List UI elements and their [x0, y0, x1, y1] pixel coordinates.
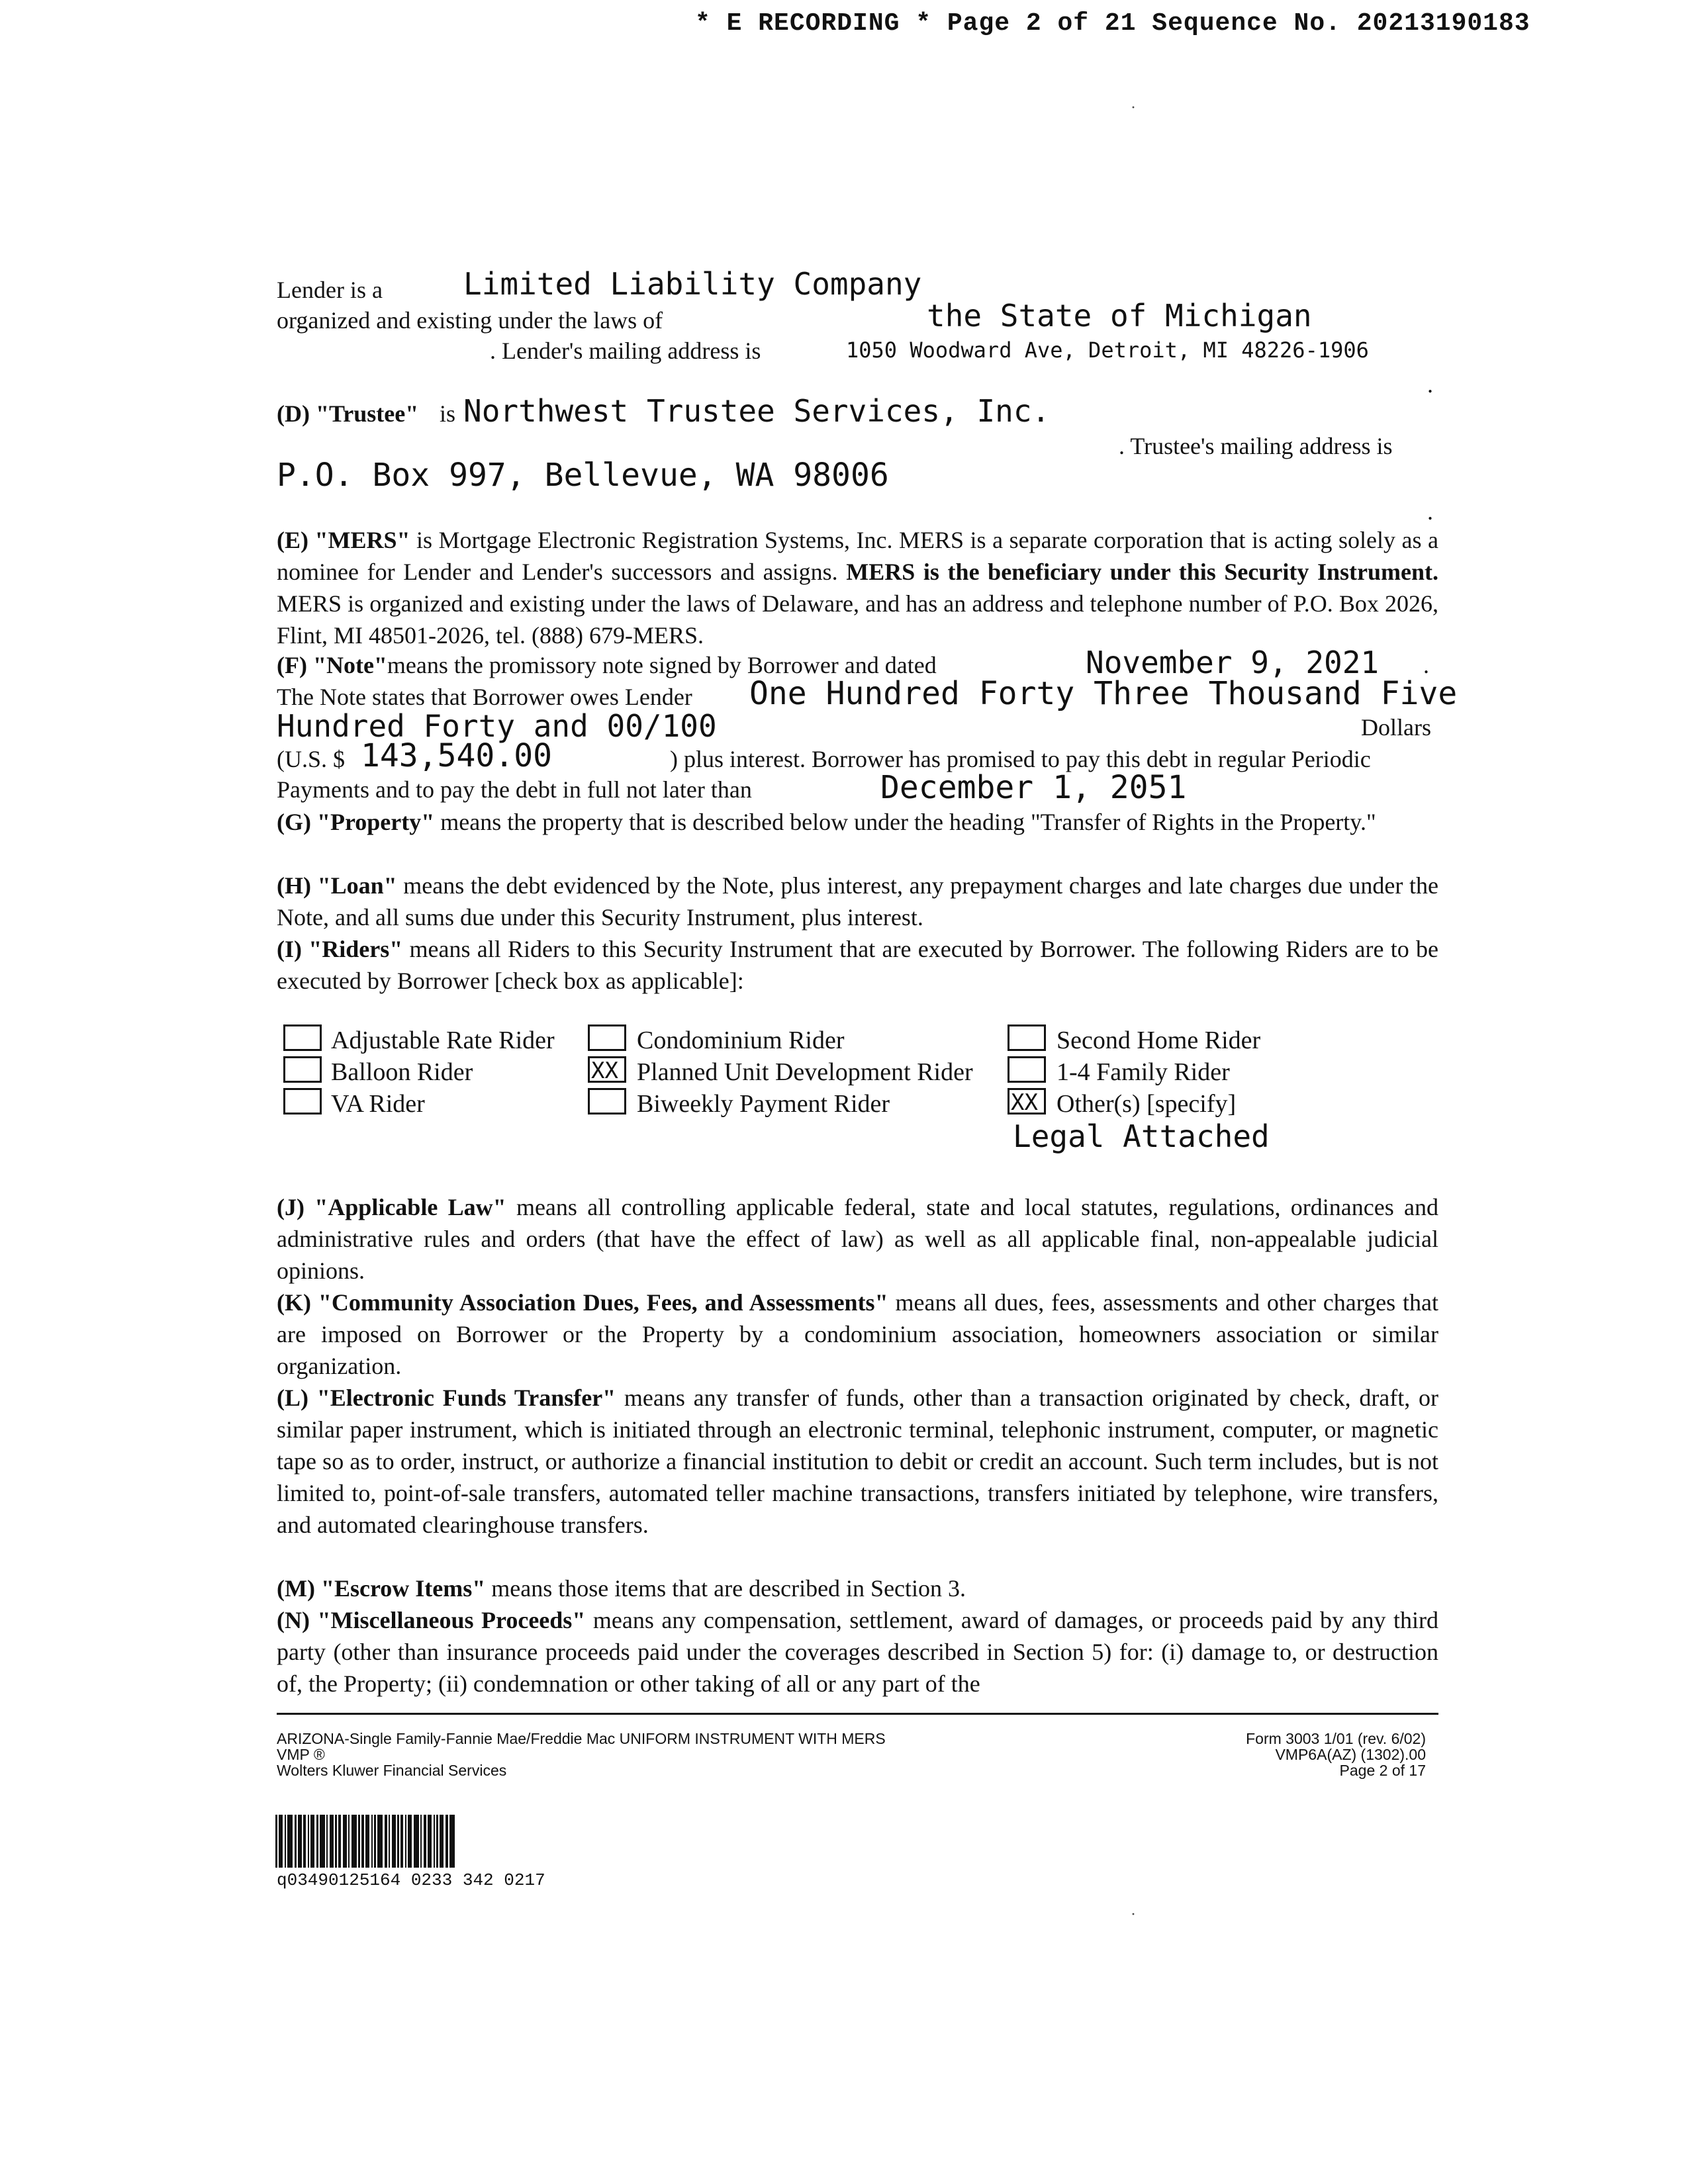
footer-vmp: VMP ®: [277, 1746, 325, 1763]
lender-state: the State of Michigan: [927, 298, 1312, 334]
footer-rule: [277, 1713, 1438, 1715]
barcode-bar: [338, 1815, 341, 1868]
barcode-bar: [420, 1815, 422, 1868]
barcode-bar: [335, 1815, 337, 1868]
lender-mailing-label: . Lender's mailing address is: [490, 338, 761, 364]
barcode-bar: [392, 1815, 396, 1868]
balloon-rider-checkbox[interactable]: [283, 1056, 322, 1083]
footer-form-title: ARIZONA-Single Family-Fannie Mae/Freddie Mac UNIFORM INSTRUMENT WITH MERS: [277, 1730, 886, 1747]
note-amount-words-1: One Hundred Forty Three Thousand Five: [749, 675, 1458, 712]
mers-text1: is Mortgage Electronic Registration Systems, Inc. MERS is a separate corporation that is acting solely as a nominee for Lender and Lender's successors and assigns.: [277, 527, 1438, 585]
eft-text: means any transfer of funds, other than a transaction originated by check, draft, or similar paper instrument, which is initiated through an electronic terminal, telephonic instrument, computer, or magnetic tape so as to order, instruct, or authorize a financial institution to debit or credit an account. Such term includes, but is not limited to, point-of-sale transfers, automated teller machine transactions, transfers initiated by telephone, wire transfers, and automated clearinghouse transfers.: [277, 1385, 1438, 1538]
other-rider-label: Other(s) [specify]: [1056, 1090, 1237, 1118]
period-mark: .: [1427, 371, 1433, 398]
other-rider-specify: Legal Attached: [1013, 1118, 1270, 1154]
mers-label: (E) "MERS": [277, 527, 410, 553]
footer-page-number: Page 2 of 17: [1339, 1762, 1426, 1779]
note-amount-words-2: Hundred Forty and 00/100: [277, 708, 717, 744]
biweekly-payment-rider-label: Biweekly Payment Rider: [637, 1090, 890, 1118]
footer-vmp-code: VMP6A(AZ) (1302).00: [1275, 1746, 1426, 1763]
property-paragraph: [277, 806, 1438, 838]
barcode-bar: [408, 1815, 412, 1868]
escrow-paragraph: [277, 1572, 1438, 1604]
lender-is-a-label: Lender is a: [277, 277, 383, 303]
barcode-bar: [361, 1815, 364, 1868]
lender-entity-type: Limited Liability Company: [463, 266, 922, 302]
trustee-is: is: [440, 400, 456, 427]
barcode-bar: [365, 1815, 369, 1868]
period-mark: .: [1423, 652, 1429, 678]
applicable-law-label: (J) "Applicable Law": [277, 1194, 506, 1220]
barcode-bar: [320, 1815, 325, 1868]
barcode-bar: [330, 1815, 334, 1868]
checkbox-mark: XX: [591, 1058, 618, 1084]
condominium-rider-checkbox[interactable]: [588, 1024, 626, 1051]
barcode-text: q03490125164 0233 342 0217: [277, 1870, 545, 1890]
barcode-bar: [397, 1815, 399, 1868]
second-home-rider-label: Second Home Rider: [1056, 1026, 1261, 1054]
note-text2: ) plus interest. Borrower has promised to pay this debt in regular Periodic: [670, 746, 1371, 772]
barcode-bar: [348, 1815, 350, 1868]
applicable-law-text: means all controlling applicable federal, state and local statutes, regulations, ordinances and administrative rules and orders (that have the effect of law) as well as all applicable final, non-appealable judicial opinions.: [277, 1194, 1438, 1284]
one-four-family-rider-checkbox[interactable]: [1008, 1056, 1046, 1083]
misc-paragraph: [277, 1604, 1438, 1700]
checkbox-mark: XX: [1011, 1089, 1038, 1116]
mers-paragraph: [277, 524, 1438, 651]
balloon-rider-label: Balloon Rider: [331, 1058, 473, 1086]
barcode-bar: [358, 1815, 360, 1868]
barcode-bar: [414, 1815, 419, 1868]
barcode-bar: [371, 1815, 373, 1868]
escrow-label: (M) "Escrow Items": [277, 1575, 486, 1602]
barcode-bar: [275, 1815, 277, 1868]
barcode-bar: [385, 1815, 387, 1868]
trustee-mailing-label: . Trustee's mailing address is: [1119, 433, 1393, 459]
barcode-bar: [303, 1815, 306, 1868]
property-label: (G) "Property": [277, 809, 435, 835]
trustee-name: Northwest Trustee Services, Inc.: [463, 393, 1051, 429]
va-rider-checkbox[interactable]: [283, 1088, 322, 1115]
barcode-bar: [310, 1815, 314, 1868]
pud-rider-checkbox[interactable]: [588, 1056, 626, 1083]
period-mark: .: [1427, 498, 1433, 525]
barcode-bar: [445, 1815, 448, 1868]
barcode-bar: [377, 1815, 383, 1868]
barcode: [275, 1815, 732, 1868]
loan-label: (H) "Loan": [277, 872, 397, 899]
note-us-label: (U.S. $: [277, 746, 346, 772]
loan-text: means the debt evidenced by the Note, plus interest, any prepayment charges and late charges due under the Note, and all sums due under this Security Instrument, plus interest.: [277, 872, 1439, 931]
community-paragraph: [277, 1287, 1438, 1382]
barcode-bar: [449, 1815, 455, 1868]
barcode-bar: [436, 1815, 438, 1868]
note-label: (F) "Note": [277, 652, 387, 678]
riders-text: means all Riders to this Security Instrument that are executed by Borrower. The following Riders are to be executed by Borrower [check box as applicable]:: [277, 936, 1438, 994]
biweekly-payment-rider-checkbox[interactable]: [588, 1088, 626, 1115]
mers-text2: MERS is organized and existing under the laws of Delaware, and has an address and telephone number of P.O. Box 2026, Flint, MI 48501-2026, tel. (888) 679-MERS.: [277, 590, 1438, 649]
trustee-label: (D) "Trustee": [277, 400, 419, 427]
va-rider-label: VA Rider: [331, 1090, 425, 1118]
barcode-bar: [316, 1815, 318, 1868]
riders-paragraph: [277, 933, 1438, 997]
pud-rider-label: Planned Unit Development Rider: [637, 1058, 973, 1086]
note-owes-label: The Note states that Borrower owes Lender: [277, 684, 692, 710]
lender-laws-label: organized and existing under the laws of: [277, 307, 663, 334]
scan-speck: ·: [1131, 1906, 1136, 1923]
eft-label: (L) "Electronic Funds Transfer": [277, 1385, 616, 1411]
lender-mailing-address: 1050 Woodward Ave, Detroit, MI 48226-1906: [846, 338, 1369, 363]
community-text: means all dues, fees, assessments and other charges that are imposed on Borrower or the Property by a condominium association, homeowners association or similar organization.: [277, 1289, 1438, 1379]
barcode-bar: [298, 1815, 302, 1868]
trustee-address: P.O. Box 997, Bellevue, WA 98006: [277, 457, 889, 494]
loan-paragraph: [277, 870, 1438, 933]
mers-bold-text: MERS is the beneficiary under this Security Instrument.: [846, 559, 1439, 585]
barcode-bar: [352, 1815, 357, 1868]
barcode-bar: [440, 1815, 444, 1868]
barcode-bar: [374, 1815, 376, 1868]
adjustable-rate-rider-label: Adjustable Rate Rider: [331, 1026, 555, 1054]
scan-speck: ·: [1131, 99, 1136, 116]
one-four-family-rider-label: 1-4 Family Rider: [1056, 1058, 1230, 1086]
barcode-bar: [287, 1815, 293, 1868]
note-maturity: December 1, 2051: [880, 769, 1187, 806]
barcode-bar: [389, 1815, 390, 1868]
barcode-bar: [343, 1815, 347, 1868]
applicable-law-paragraph: [277, 1191, 1438, 1287]
note-dollars-label: Dollars: [1361, 714, 1431, 741]
barcode-bar: [295, 1815, 297, 1868]
barcode-bar: [400, 1815, 403, 1868]
barcode-bar: [434, 1815, 435, 1868]
eft-paragraph: [277, 1382, 1438, 1541]
misc-text: means any compensation, settlement, award of damages, or proceeds paid by any third party (other than insurance proceeds paid under the coverages described in Section 5) for: (i) damage to, or destruction of, the Property; (ii) condemnation or other taking of all or any part of the: [277, 1607, 1439, 1697]
misc-label: (N) "Miscellaneous Proceeds": [277, 1607, 586, 1633]
note-text3: Payments and to pay the debt in full not later than: [277, 776, 752, 803]
note-date: November 9, 2021: [1086, 645, 1380, 680]
riders-label: (I) "Riders": [277, 936, 403, 962]
barcode-bar: [424, 1815, 426, 1868]
adjustable-rate-rider-checkbox[interactable]: [283, 1024, 322, 1051]
community-label: (K) "Community Association Dues, Fees, and Assessments": [277, 1289, 888, 1316]
barcode-bar: [285, 1815, 286, 1868]
footer-form-number: Form 3003 1/01 (rev. 6/02): [1246, 1730, 1426, 1747]
second-home-rider-checkbox[interactable]: [1008, 1024, 1046, 1051]
barcode-bar: [405, 1815, 406, 1868]
recording-header: * E RECORDING * Page 2 of 21 Sequence No. 20213190183: [695, 9, 1530, 38]
barcode-bar: [428, 1815, 432, 1868]
escrow-text: means those items that are described in Section 3.: [485, 1575, 966, 1602]
barcode-bar: [326, 1815, 328, 1868]
condominium-rider-label: Condominium Rider: [637, 1026, 845, 1054]
other-rider-checkbox[interactable]: [1008, 1088, 1046, 1115]
barcode-bar: [279, 1815, 283, 1868]
note-amount: 143,540.00: [361, 737, 552, 774]
property-text: means the property that is described below under the heading "Transfer of Rights in the Property.": [440, 809, 1376, 835]
barcode-bar: [308, 1815, 309, 1868]
note-text1: means the promissory note signed by Borrower and dated: [387, 652, 937, 678]
footer-publisher: Wolters Kluwer Financial Services: [277, 1762, 507, 1779]
